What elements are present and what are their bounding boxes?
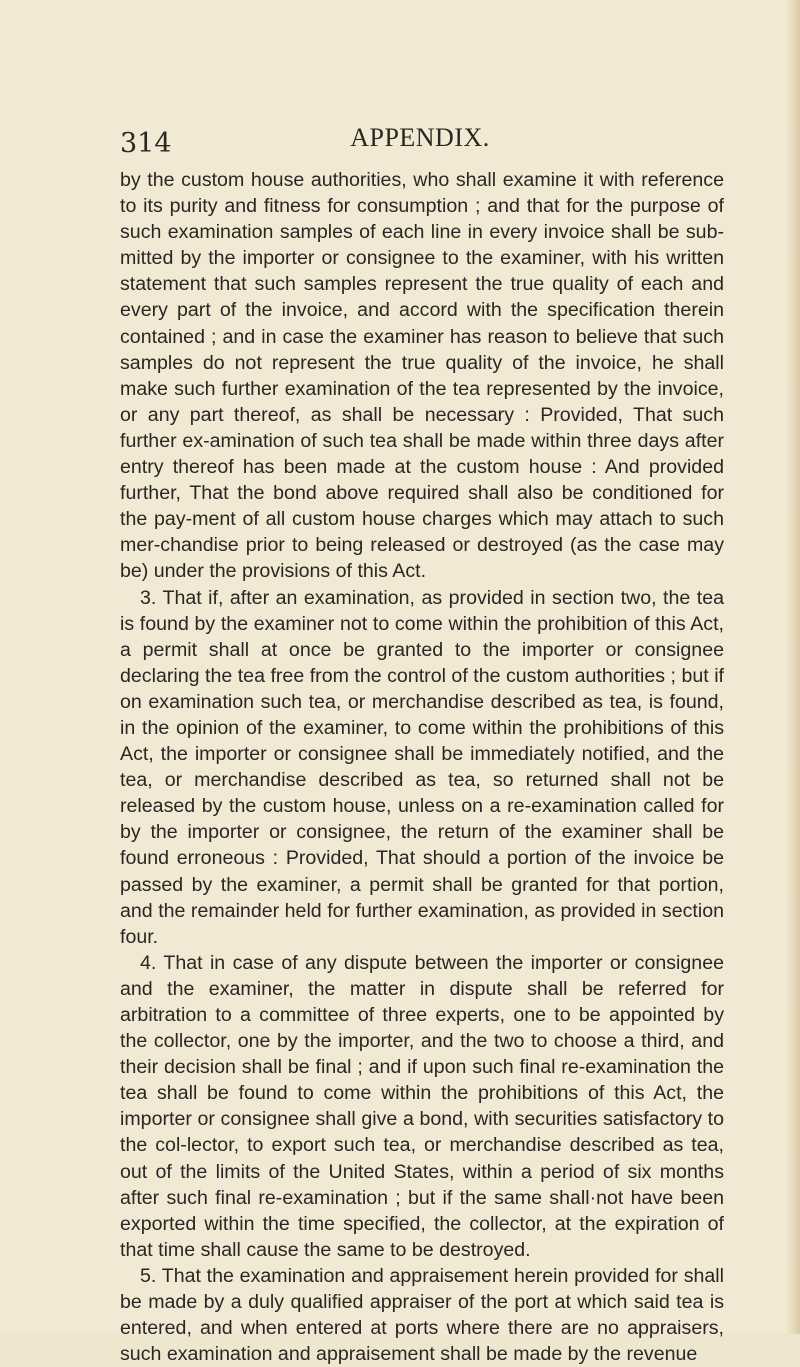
page-edge-shadow [786, 0, 800, 1334]
page-header [120, 118, 720, 158]
body-text [120, 167, 724, 1367]
paragraph-section-3: 3. That if, after an examination, as provided in section two, the tea is found by the examiner not to come within the prohibition of this Act, a permit shall at once be granted to the importer or consignee declaring the tea free from the control of the custom authorities ; but if on examination such tea, or merchandise described as tea, is found, in the opinion of the examiner, to come within the prohibitions of this Act, the importer or consignee shall be immediately notified, and the tea, or merchandise described as tea, so returned shall not be released by the custom house, unless on a re-examination called for by the importer or consignee, the return of the examiner shall be found erroneous : Provided, That should a portion of the invoice be passed by the examiner, a permit shall be granted for that portion, and the remainder held for further examination, as provided in section four. [120, 586, 724, 948]
paragraph-continuation: by the custom house authorities, who shall examine it with reference to its purity and fitness for consumption ; and that for the purpose of such examination samples of each line in every invoice shall be sub-mitted by the importer or consignee to the examiner, with his written statement that such samples represent the true quality of each and every part of the invoice, and accord with the specification therein contained ; and in case the examiner has reason to believe that such samples do not represent the true quality of the invoice, he shall make such further examination of the tea represented by the invoice, or any part thereof, as shall be necessary : Provided, That such further ex-amination of such tea shall be made within three days after entry thereof has been made at the custom house : And provided further, That the bond above required shall also be conditioned for the pay-ment of all custom house charges which may attach to such mer-chandise prior to being released or destroyed (as the case may be) under the provisions of this Act. [120, 169, 724, 583]
paragraph-section-5: 5. That the examination and appraisement herein provided for shall be made by a duly qualified appraiser of the port at which said tea is entered, and when entered at ports where there are no appraisers, such examination and appraisement shall be made by the revenue [120, 1264, 724, 1366]
page-number: 314 [120, 128, 172, 159]
paragraph-section-4: 4. That in case of any dispute between the importer or consignee and the examiner, the matter in dispute shall be referred for arbitration to a committee of three experts, one to be appointed by the collector, one by the importer, and the two to choose a third, and their decision shall be final ; and if upon such final re-examination the tea shall be found to come within the prohibitions of this Act, the importer or consignee shall give a bond, with securities satisfactory to the col-lector, to export such tea, or merchandise described as tea, out of the limits of the United States, within a period of six months after such final re-examination ; but if the same shall·not have been exported within the time specified, the collector, at the expiration of that time shall cause the same to be destroyed. [120, 951, 724, 1261]
running-head: APPENDIX. [350, 123, 490, 152]
